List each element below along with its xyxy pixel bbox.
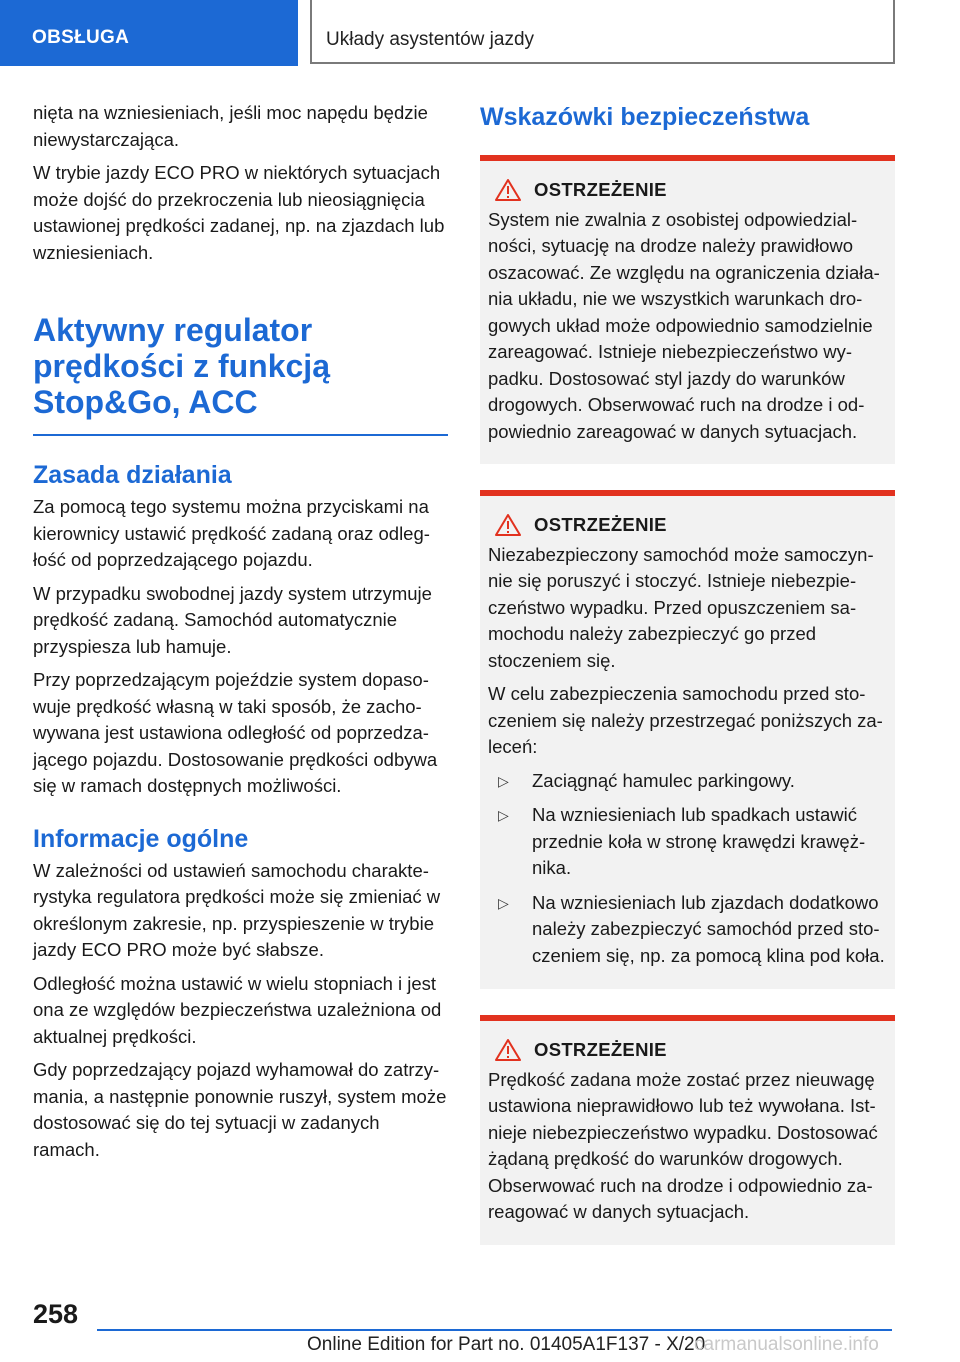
section-tab-label: OBSŁUGA xyxy=(32,27,130,48)
list-item-text: Zaciągnąć hamulec parkingowy. xyxy=(532,769,795,791)
page-number: 258 xyxy=(33,1299,79,1329)
bullet-list xyxy=(488,768,887,970)
intro-paragraph: nięta na wzniesieniach, jeśli moc napędu będzie niewystarczająca. xyxy=(33,102,428,150)
warning-triangle-icon xyxy=(494,513,522,537)
section-heading: Aktywny regulator prędkości z funkcją Stop&Go, ACC xyxy=(33,312,448,436)
warning-triangle-icon xyxy=(494,178,522,202)
warning-text: Prędkość zadana może zostać przez nieuwagę ustawiona nieprawidłowo lub też wywołana. Istnieje niebezpieczeństwo wypadku. Dostosować żądaną prędkość do warunków drogowych. Obserwować ruch na drodze i odpowiednio zareagować w danych sytuacjach. xyxy=(488,1068,878,1222)
warning-triangle-icon xyxy=(494,1038,522,1062)
body-paragraph: W zależności od ustawień samochodu charakterystyka regulatora prędkości może się zmieniać w określonym zakresie, np. przyspieszenie w trybie jazdy ECO PRO może być słabsze. xyxy=(33,859,441,960)
warning-header xyxy=(488,177,887,204)
subsection-title: Zasada działania xyxy=(33,461,232,489)
warning-title: OSTRZEŻENIE xyxy=(534,1039,667,1060)
safety-heading: Wskazówki bezpieczeństwa xyxy=(480,103,810,131)
edition-text: Online Edition for Part no. 01405A1F137 - X/20 xyxy=(307,1334,706,1355)
warning-title: OSTRZEŻENIE xyxy=(534,179,667,200)
body-paragraph: Przy poprzedzającym pojeździe system dopasowuje prędkość własną w taki sposób, że zachowywana jest ustawiona odległość od poprzedzającego pojazdu. Dostosowanie prędkości odbywa się w ramach dostępnych możliwości. xyxy=(33,669,438,796)
subsection-title: Informacje ogólne xyxy=(33,824,249,853)
list-item-text: Na wzniesieniach lub zjazdach dodatkowo należy zabezpieczyć samochód przed stoczeniem się, np. za pomocą klina pod koła. xyxy=(532,891,885,966)
bullet-triangle-icon: ▷ xyxy=(498,807,509,823)
body-paragraph: Gdy poprzedzający pojazd wyhamował do zatrzymania, a następnie ponownie ruszył, system może dostosować się do tej sytuacji w zadanych ramach. xyxy=(33,1059,447,1160)
warning-header xyxy=(488,1037,887,1064)
warning-header xyxy=(488,512,887,539)
warning-text: Niezabezpieczony samochód może samoczynnie się poruszyć i stoczyć. Istnieje niebezpieczeństwo wypadku. Przed opuszczeniem samochodu należy zabezpieczyć go przed stoczeniem się. xyxy=(488,543,874,671)
warning-box xyxy=(480,1015,895,1245)
bullet-triangle-icon: ▷ xyxy=(498,772,509,789)
body-paragraph: Odległość można ustawić w wielu stopniach i jest ona ze względów bezpieczeństwa uzależniona od aktualnej prędkości. xyxy=(33,972,442,1047)
section-tab xyxy=(0,0,298,66)
warning-text: W celu zabezpieczenia samochodu przed stoczeniem się należy przestrzegać poniższych zaleceń: xyxy=(488,683,883,757)
list-item-text: Na wzniesieniach lub spadkach ustawić przednie koła w stronę krawędzi krawężnika. xyxy=(532,804,866,878)
list-item xyxy=(488,768,887,795)
footer-divider xyxy=(97,1329,892,1331)
watermark: carmanualsonline.info xyxy=(694,1334,879,1355)
list-item xyxy=(488,890,887,970)
chapter-title: Układy asystentów jazdy xyxy=(326,29,535,50)
body-paragraph: Za pomocą tego systemu można przyciskami na kierownicy ustawić prędkość zadaną oraz odległość od poprzedzającego pojazdu. xyxy=(33,496,430,570)
bullet-triangle-icon: ▷ xyxy=(498,894,509,911)
body-paragraph: W przypadku swobodnej jazdy system utrzymuje prędkość zadaną. Samochód automatycznie przyspiesza lub hamuje. xyxy=(33,582,432,657)
left-column xyxy=(33,100,448,1170)
warning-title: OSTRZEŻENIE xyxy=(534,514,667,535)
list-item xyxy=(488,802,887,882)
warning-text: System nie zwalnia z osobistej odpowiedzialności, sytuację na drodze należy prawidłowo oszacować. Ze względu na ograniczenia działania układu, nie we wszystkich warunkach drogowych układ może odpowiednio samodzielnie zareagować. Istnieje niebezpieczeństwo wypadku. Dostosować styl jazdy do warunków drogowych. Obserwować ruch na drodze i odpowiednio zareagować w danych sytuacjach. xyxy=(488,208,880,442)
intro-paragraph: W trybie jazdy ECO PRO w niektórych sytuacjach może dojść do przekroczenia lub nieosiągnięcia ustawionej prędkości zadanej, np. na zjazdach lub wzniesieniach. xyxy=(33,162,445,263)
right-column xyxy=(480,100,895,1271)
warning-box xyxy=(480,155,895,464)
chapter-header xyxy=(310,0,895,64)
warning-box xyxy=(480,490,895,989)
